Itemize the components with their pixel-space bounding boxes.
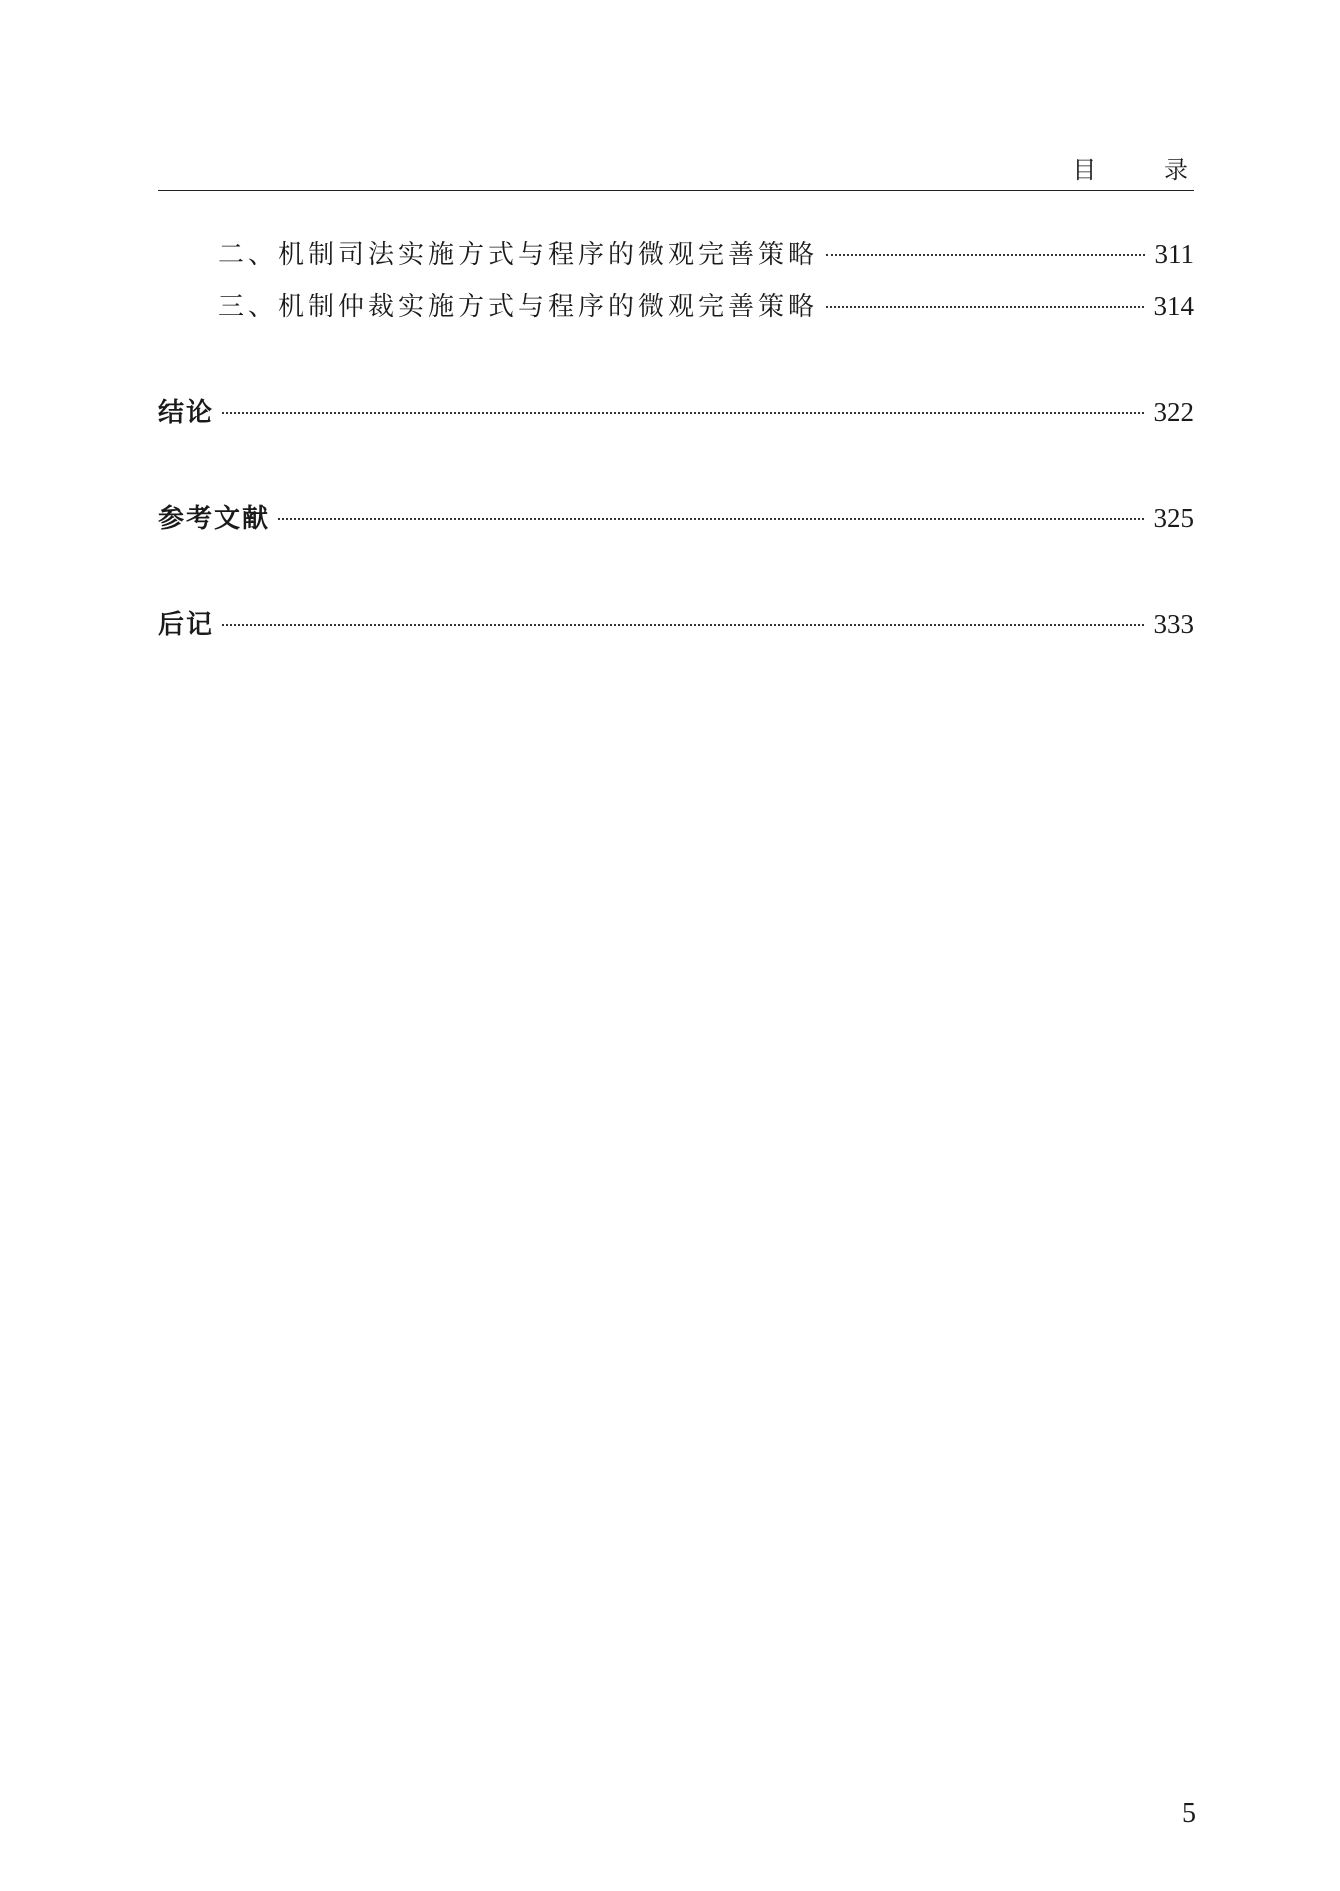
dot-leader <box>278 518 1143 520</box>
toc-entry-page: 322 <box>1153 397 1194 427</box>
toc-entry-section-2[interactable] <box>218 236 1194 273</box>
toc-entry-page: 333 <box>1153 609 1194 639</box>
toc-entry-page: 314 <box>1153 291 1194 321</box>
toc-entry-section-3[interactable] <box>218 288 1194 325</box>
toc-entry-page: 311 <box>1154 239 1194 269</box>
toc-entry-label: 后记 <box>158 610 215 640</box>
toc-entry-conclusion[interactable] <box>158 394 1194 431</box>
dot-leader <box>222 412 1143 414</box>
dot-leader <box>826 254 1144 256</box>
dot-leader <box>826 306 1143 308</box>
dot-leader <box>222 624 1143 626</box>
toc-entry-references[interactable] <box>158 500 1194 537</box>
toc-entry-label: 三、机制仲裁实施方式与程序的微观完善策略 <box>218 292 819 322</box>
toc-entry-label: 参考文献 <box>158 504 271 534</box>
toc-entry-label: 结论 <box>158 398 215 428</box>
toc-entry-postscript[interactable] <box>158 606 1194 643</box>
header-title: 目 录 <box>1072 156 1218 184</box>
table-of-contents <box>158 0 1194 1891</box>
toc-entry-page: 325 <box>1153 503 1194 533</box>
page-number: 5 <box>1182 1798 1196 1829</box>
toc-entry-label: 二、机制司法实施方式与程序的微观完善策略 <box>218 240 819 270</box>
